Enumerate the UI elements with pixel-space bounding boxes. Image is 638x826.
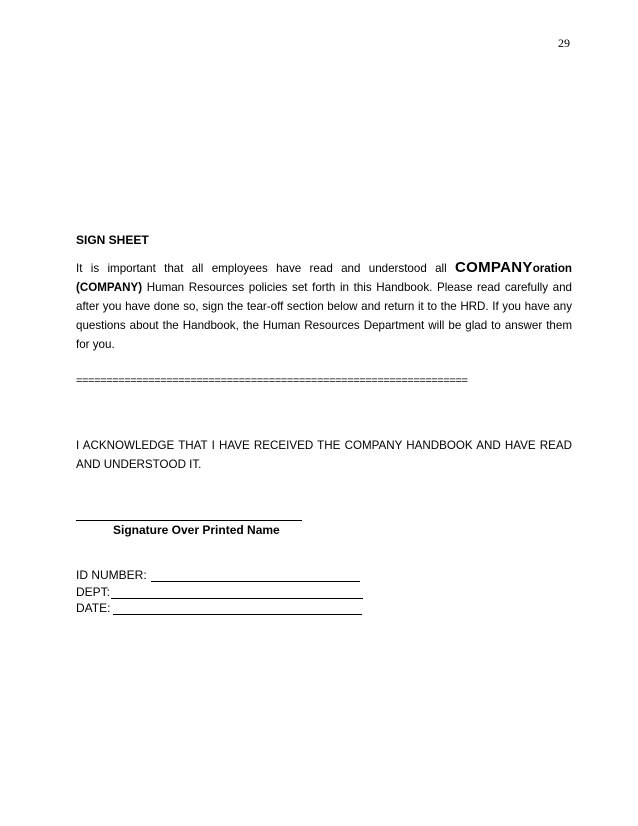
date-field <box>76 599 362 615</box>
company-name-abbrev: (COMPANY) <box>76 281 143 294</box>
acknowledgement-statement: I ACKNOWLEDGE THAT I HAVE RECEIVED THE COMPANY HANDBOOK AND HAVE READ AND UNDERSTOOD IT. <box>76 439 572 471</box>
company-name-large: COMPANY <box>455 259 533 276</box>
dept-label: DEPT: <box>76 585 111 599</box>
id-number-label: ID NUMBER: <box>76 568 147 582</box>
id-number-blank[interactable] <box>151 569 360 582</box>
signature-line[interactable] <box>76 520 302 521</box>
page-heading: SIGN SHEET <box>76 233 149 247</box>
intro-rest-text: Human Resources policies set forth in this Handbook. Please read carefully and after you have done so, sign the tear-off section below and return it to the HRD. If you have any questions about the Handbook, the Human Resources Department will be glad to answer them for you. <box>76 281 572 351</box>
signature-label: Signature Over Printed Name <box>113 523 280 537</box>
tear-off-separator: ================================================================= <box>76 375 468 387</box>
company-name-suffix: oration <box>532 262 572 275</box>
date-blank[interactable] <box>113 602 362 615</box>
dept-blank[interactable] <box>111 586 363 599</box>
dept-field <box>76 583 363 599</box>
page-number: 29 <box>558 36 570 50</box>
intro-paragraph <box>76 258 572 354</box>
intro-text: It is important that all employees have read and understood all <box>76 262 456 275</box>
id-number-field <box>76 566 360 582</box>
date-label: DATE: <box>76 601 111 615</box>
